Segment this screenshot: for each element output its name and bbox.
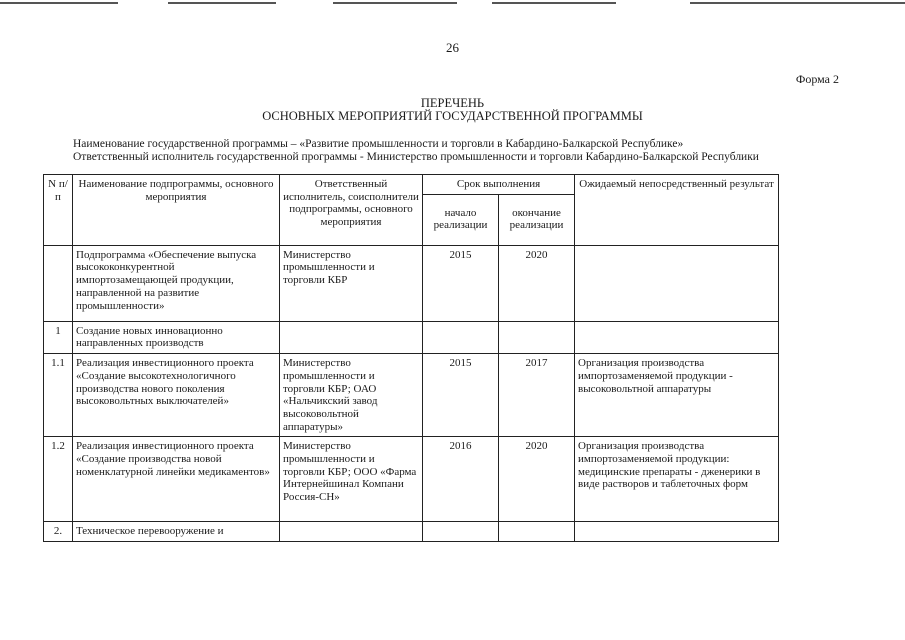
cell-end: [499, 321, 575, 353]
header-start: начало реализации: [423, 194, 499, 245]
cell-name: Создание новых инновационно направленных производств: [73, 321, 280, 353]
cell-executor: Министерство промышленности и торговли КБР; ООО «Фарма Интернейшинал Компани Россия-СН»: [280, 437, 423, 522]
responsible-executor-line: Ответственный исполнитель государственной программы - Министерство промышленности и торговли Кабардино-Балкарской Республики: [73, 151, 759, 163]
cell-num: 1.2: [44, 437, 73, 522]
cell-executor: Министерство промышленности и торговли КБР; ОАО «Нальчикский завод высоковольтной аппаратуры»: [280, 354, 423, 437]
cell-end: 2020: [499, 245, 575, 321]
cell-executor: Министерство промышленности и торговли КБР: [280, 245, 423, 321]
header-name: Наименование подпрограммы, основного мероприятия: [73, 175, 280, 246]
table-row: [44, 321, 779, 353]
cell-end: 2017: [499, 354, 575, 437]
scan-artifact-line: [333, 2, 457, 4]
table-header-row: [44, 175, 779, 195]
page-number: 26: [446, 40, 459, 55]
document-title: ПЕРЕЧЕНЬ: [420, 96, 485, 110]
cell-result: Организация производства импортозаменяемой продукции: медицинские препараты - дженерики в виде растворов и таблеточных форм: [575, 437, 779, 522]
cell-result: [575, 321, 779, 353]
cell-executor: [280, 321, 423, 353]
table-row: [44, 522, 779, 542]
cell-start: [423, 522, 499, 542]
scan-artifact-line: [168, 2, 276, 4]
cell-result: [575, 245, 779, 321]
cell-start: 2015: [423, 245, 499, 321]
table-row: [44, 354, 779, 437]
cell-end: [499, 522, 575, 542]
scan-artifact-line: [0, 2, 118, 4]
activities-table: [43, 174, 779, 542]
form-label: Форма 2: [795, 72, 839, 86]
cell-end: 2020: [499, 437, 575, 522]
header-result: Ожидаемый непосредственный результат: [575, 175, 779, 246]
header-num: N п/п: [44, 175, 73, 246]
cell-name: Подпрограмма «Обеспечение выпуска высококонкурентной импортозамещающей продукции, направленной на развитие промышленности»: [73, 245, 280, 321]
cell-num: [44, 245, 73, 321]
header-end: окончание реализации: [499, 194, 575, 245]
cell-name: Реализация инвестиционного проекта «Создание высокотехнологичного производства нового поколения высоковольтных выключателей»: [73, 354, 280, 437]
table-row: [44, 245, 779, 321]
header-term: Срок выполнения: [423, 175, 575, 195]
cell-num: 1.1: [44, 354, 73, 437]
table-row: [44, 437, 779, 522]
cell-name: Реализация инвестиционного проекта «Создание производства новой номенклатурной линейки медикаментов»: [73, 437, 280, 522]
scan-artifact-line: [690, 2, 905, 4]
scan-artifact-line: [492, 2, 616, 4]
cell-start: 2015: [423, 354, 499, 437]
cell-num: 2.: [44, 522, 73, 542]
cell-num: 1: [44, 321, 73, 353]
header-executor: Ответственный исполнитель, соисполнители подпрограммы, основного мероприятия: [280, 175, 423, 246]
cell-name: Техническое перевооружение и: [73, 522, 280, 542]
cell-result: [575, 522, 779, 542]
cell-start: [423, 321, 499, 353]
cell-executor: [280, 522, 423, 542]
program-name-line: Наименование государственной программы – «Развитие промышленности и торговли в Кабардино-Балкарской Республике»: [73, 138, 684, 150]
cell-start: 2016: [423, 437, 499, 522]
cell-result: Организация производства импортозаменяемой продукции - высоковольтной аппаратуры: [575, 354, 779, 437]
document-subtitle: ОСНОВНЫХ МЕРОПРИЯТИЙ ГОСУДАРСТВЕННОЙ ПРОГРАММЫ: [262, 109, 643, 123]
